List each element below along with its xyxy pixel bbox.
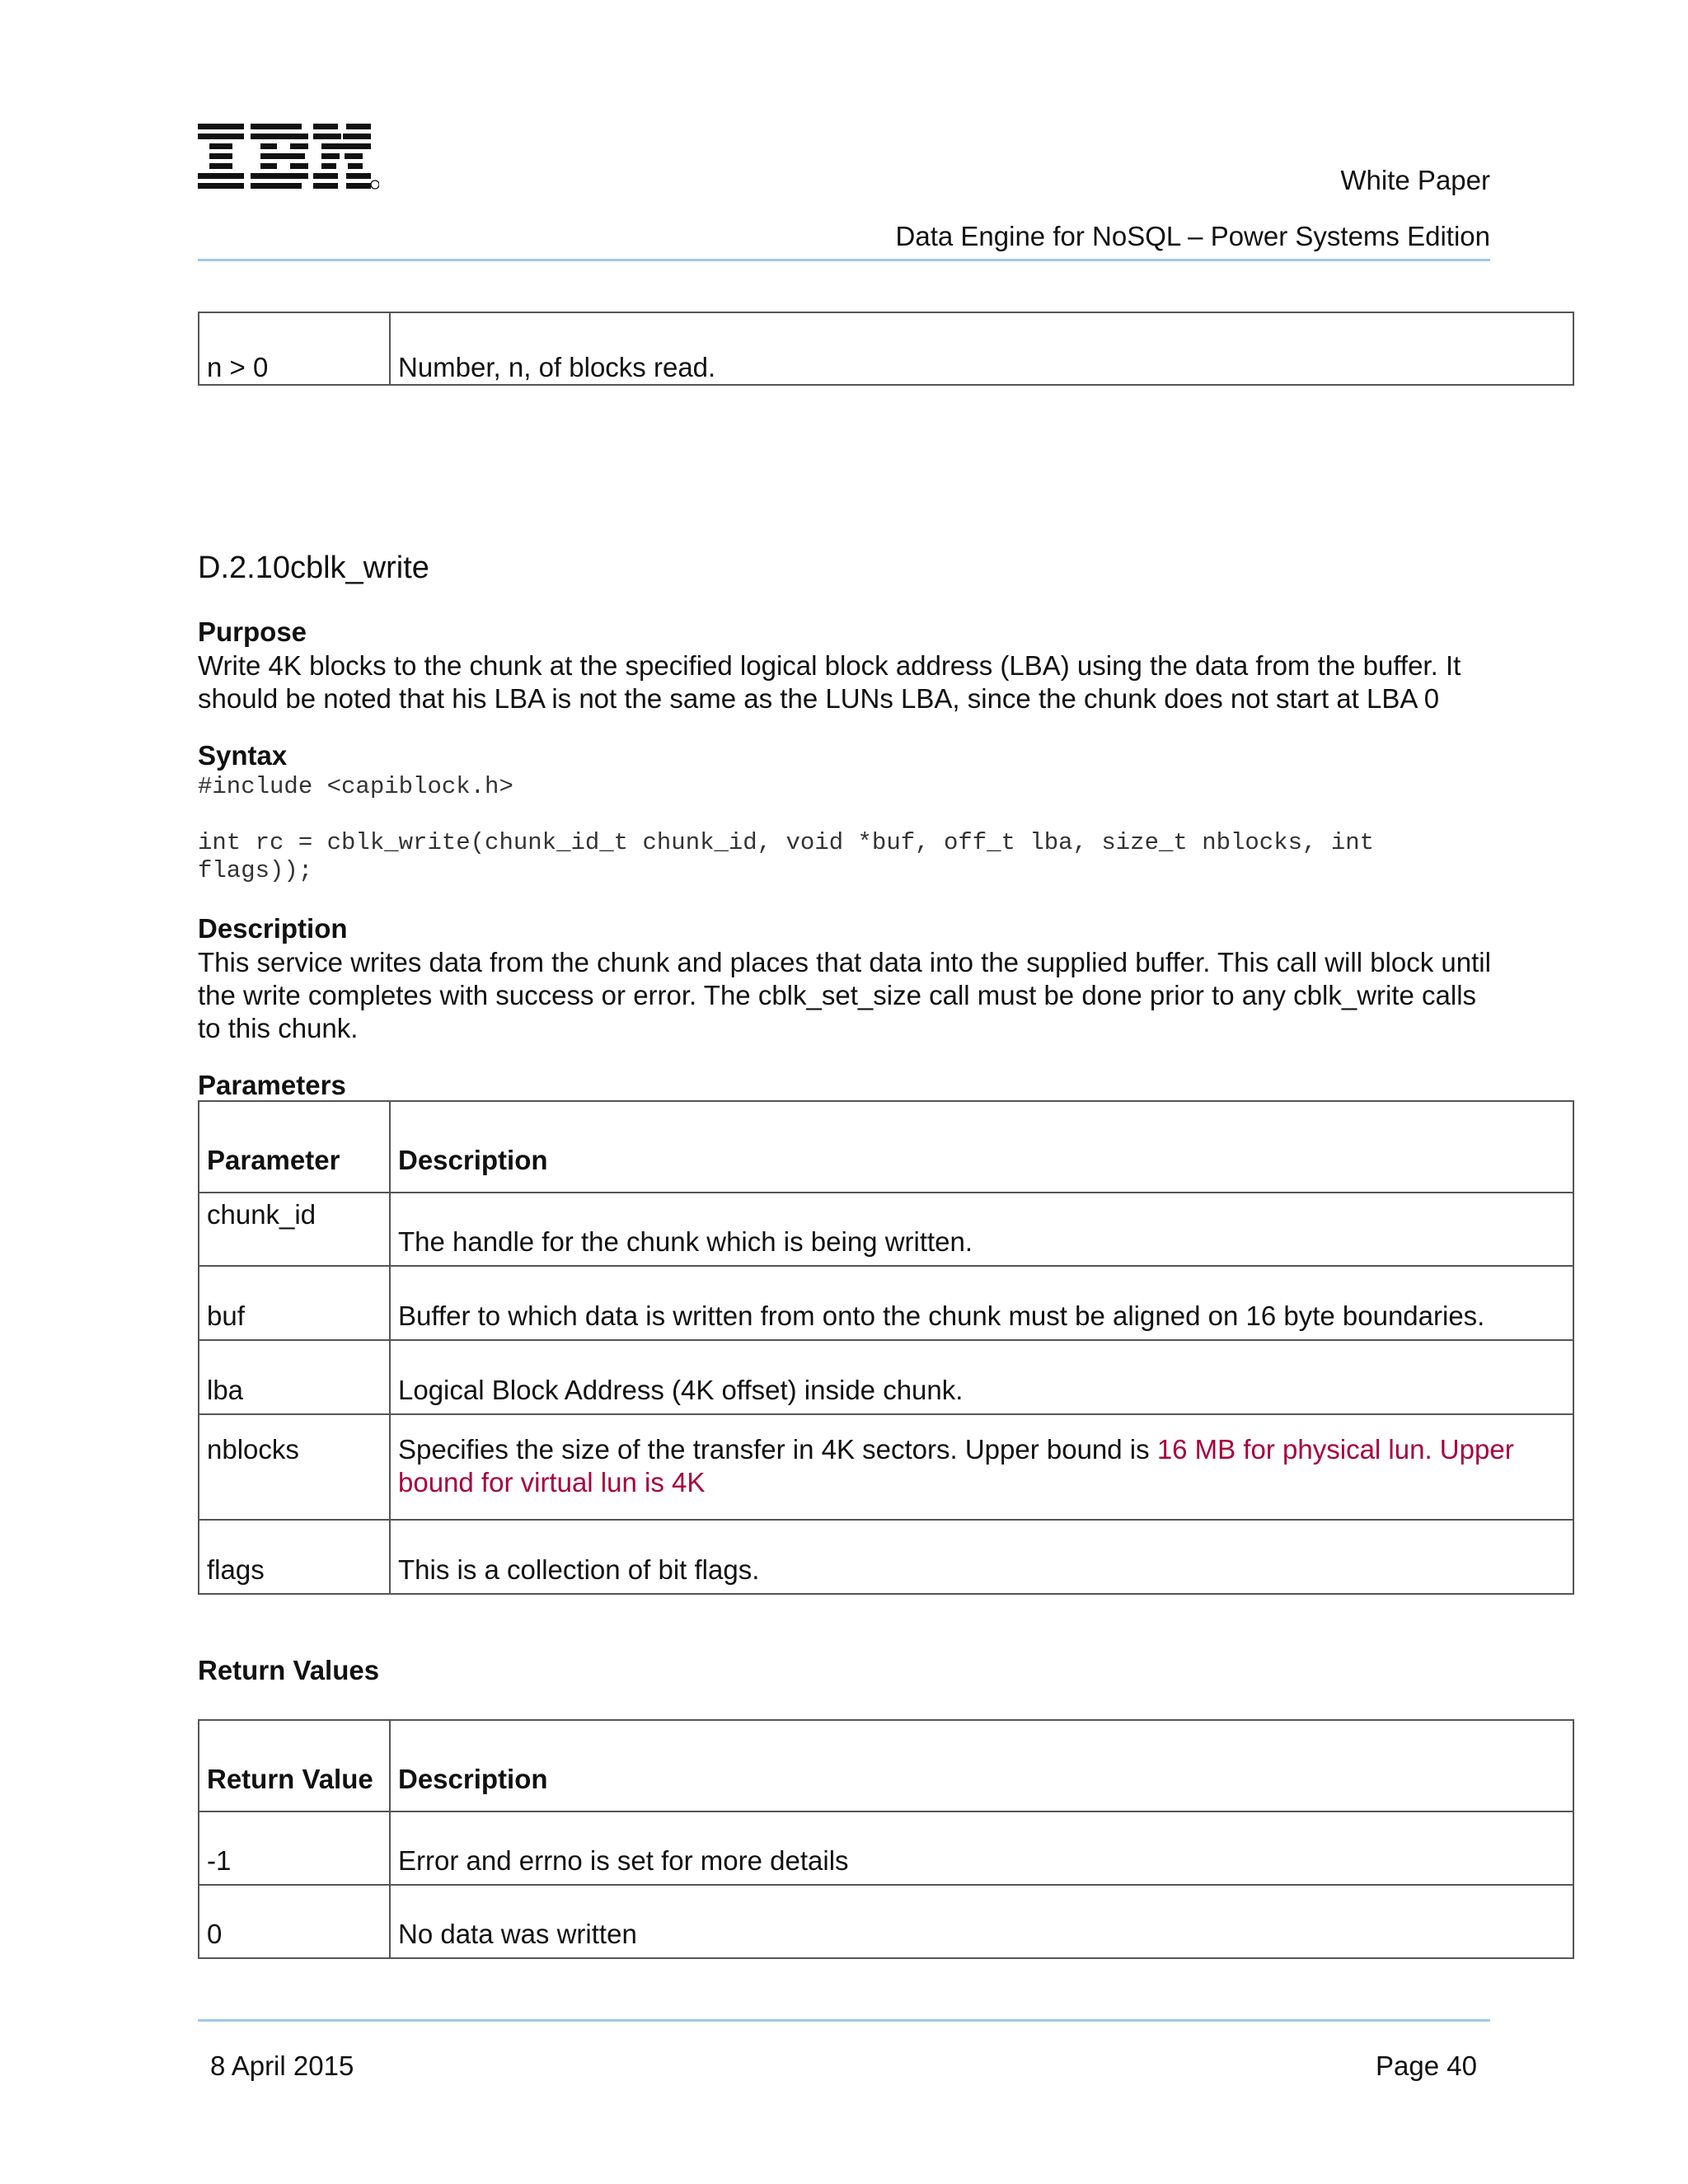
table-row <box>199 1193 1573 1266</box>
return-description-cell: Error and errno is set for more details <box>390 1811 1573 1885</box>
table-row <box>199 1885 1573 1958</box>
footer-date: 8 April 2015 <box>210 2050 354 2081</box>
purpose-text: Write 4K blocks to the chunk at the specified logical block address (LBA) using the data from the buffer. It should be noted that his LBA is not the same as the LUNs LBA, since the chunk does not start at LBA 0 <box>198 650 1461 714</box>
document-type: White Paper <box>1340 165 1490 195</box>
parameter-description-cell: The handle for the chunk which is being written. <box>390 1193 1573 1266</box>
return-values-table <box>198 1719 1574 1959</box>
purpose-label: Purpose <box>198 616 307 647</box>
header-divider <box>198 259 1490 261</box>
table-row <box>199 1811 1573 1885</box>
parameter-description-cell: Buffer to which data is written from onto the chunk must be aligned on 16 byte boundaries. <box>390 1266 1573 1340</box>
section-heading: D.2.10cblk_write <box>198 551 429 585</box>
parameter-description-text: Specifies the size of the transfer in 4K sectors. Upper bound is <box>398 1434 1157 1465</box>
footer-page-number: Page 40 <box>1376 2050 1477 2081</box>
return-values-label: Return Values <box>198 1655 380 1685</box>
table-row <box>199 1520 1573 1594</box>
description-text: This service writes data from the chunk and places that data into the supplied buffer. This call will block until the write completes with success or error. The cblk_set_size call must be done prior to any cblk_write calls to this chunk. <box>198 947 1491 1043</box>
description-header: Description <box>390 1720 1573 1811</box>
parameters-table <box>198 1100 1574 1595</box>
description-label: Description <box>198 913 348 944</box>
previous-return-table <box>198 312 1574 386</box>
parameter-name-cell: buf <box>199 1266 390 1340</box>
return-value-header: Return Value <box>199 1720 390 1811</box>
parameter-description-cell: Logical Block Address (4K offset) inside chunk. <box>390 1340 1573 1414</box>
table-row <box>199 1414 1573 1520</box>
parameter-name-cell: chunk_id <box>199 1193 390 1266</box>
parameters-label: Parameters <box>198 1070 346 1100</box>
document-title: Data Engine for NoSQL – Power Systems Edition <box>895 221 1490 251</box>
parameter-description-cell <box>390 1414 1573 1520</box>
syntax-call: int rc = cblk_write(chunk_id_t chunk_id, void *buf, off_t lba, size_t nblocks, int flags)); <box>198 829 1375 884</box>
parameter-header: Parameter <box>199 1101 390 1193</box>
return-value-cell: n > 0 <box>199 312 390 385</box>
table-header-row <box>199 1101 1573 1193</box>
table-row <box>199 1340 1573 1414</box>
upper-bound-highlight: 16 MB for physical lun. Upper bound for virtual lun is 4K <box>398 1434 1514 1497</box>
parameter-name-cell: lba <box>199 1340 390 1414</box>
syntax-label: Syntax <box>198 740 288 771</box>
parameter-description-cell: This is a collection of bit flags. <box>390 1520 1573 1594</box>
footer-divider <box>198 2019 1490 2022</box>
ibm-logo <box>198 124 379 191</box>
table-row <box>199 312 1573 385</box>
table-header-row <box>199 1720 1573 1811</box>
return-value-cell: 0 <box>199 1885 390 1958</box>
description-header: Description <box>390 1101 1573 1193</box>
parameter-name-cell: nblocks <box>199 1414 390 1520</box>
return-description-cell: No data was written <box>390 1885 1573 1958</box>
parameter-name-cell: flags <box>199 1520 390 1594</box>
return-value-cell: -1 <box>199 1811 390 1885</box>
table-row <box>199 1266 1573 1340</box>
return-description-cell: Number, n, of blocks read. <box>390 312 1573 385</box>
syntax-include: #include <capiblock.h> <box>198 773 513 800</box>
